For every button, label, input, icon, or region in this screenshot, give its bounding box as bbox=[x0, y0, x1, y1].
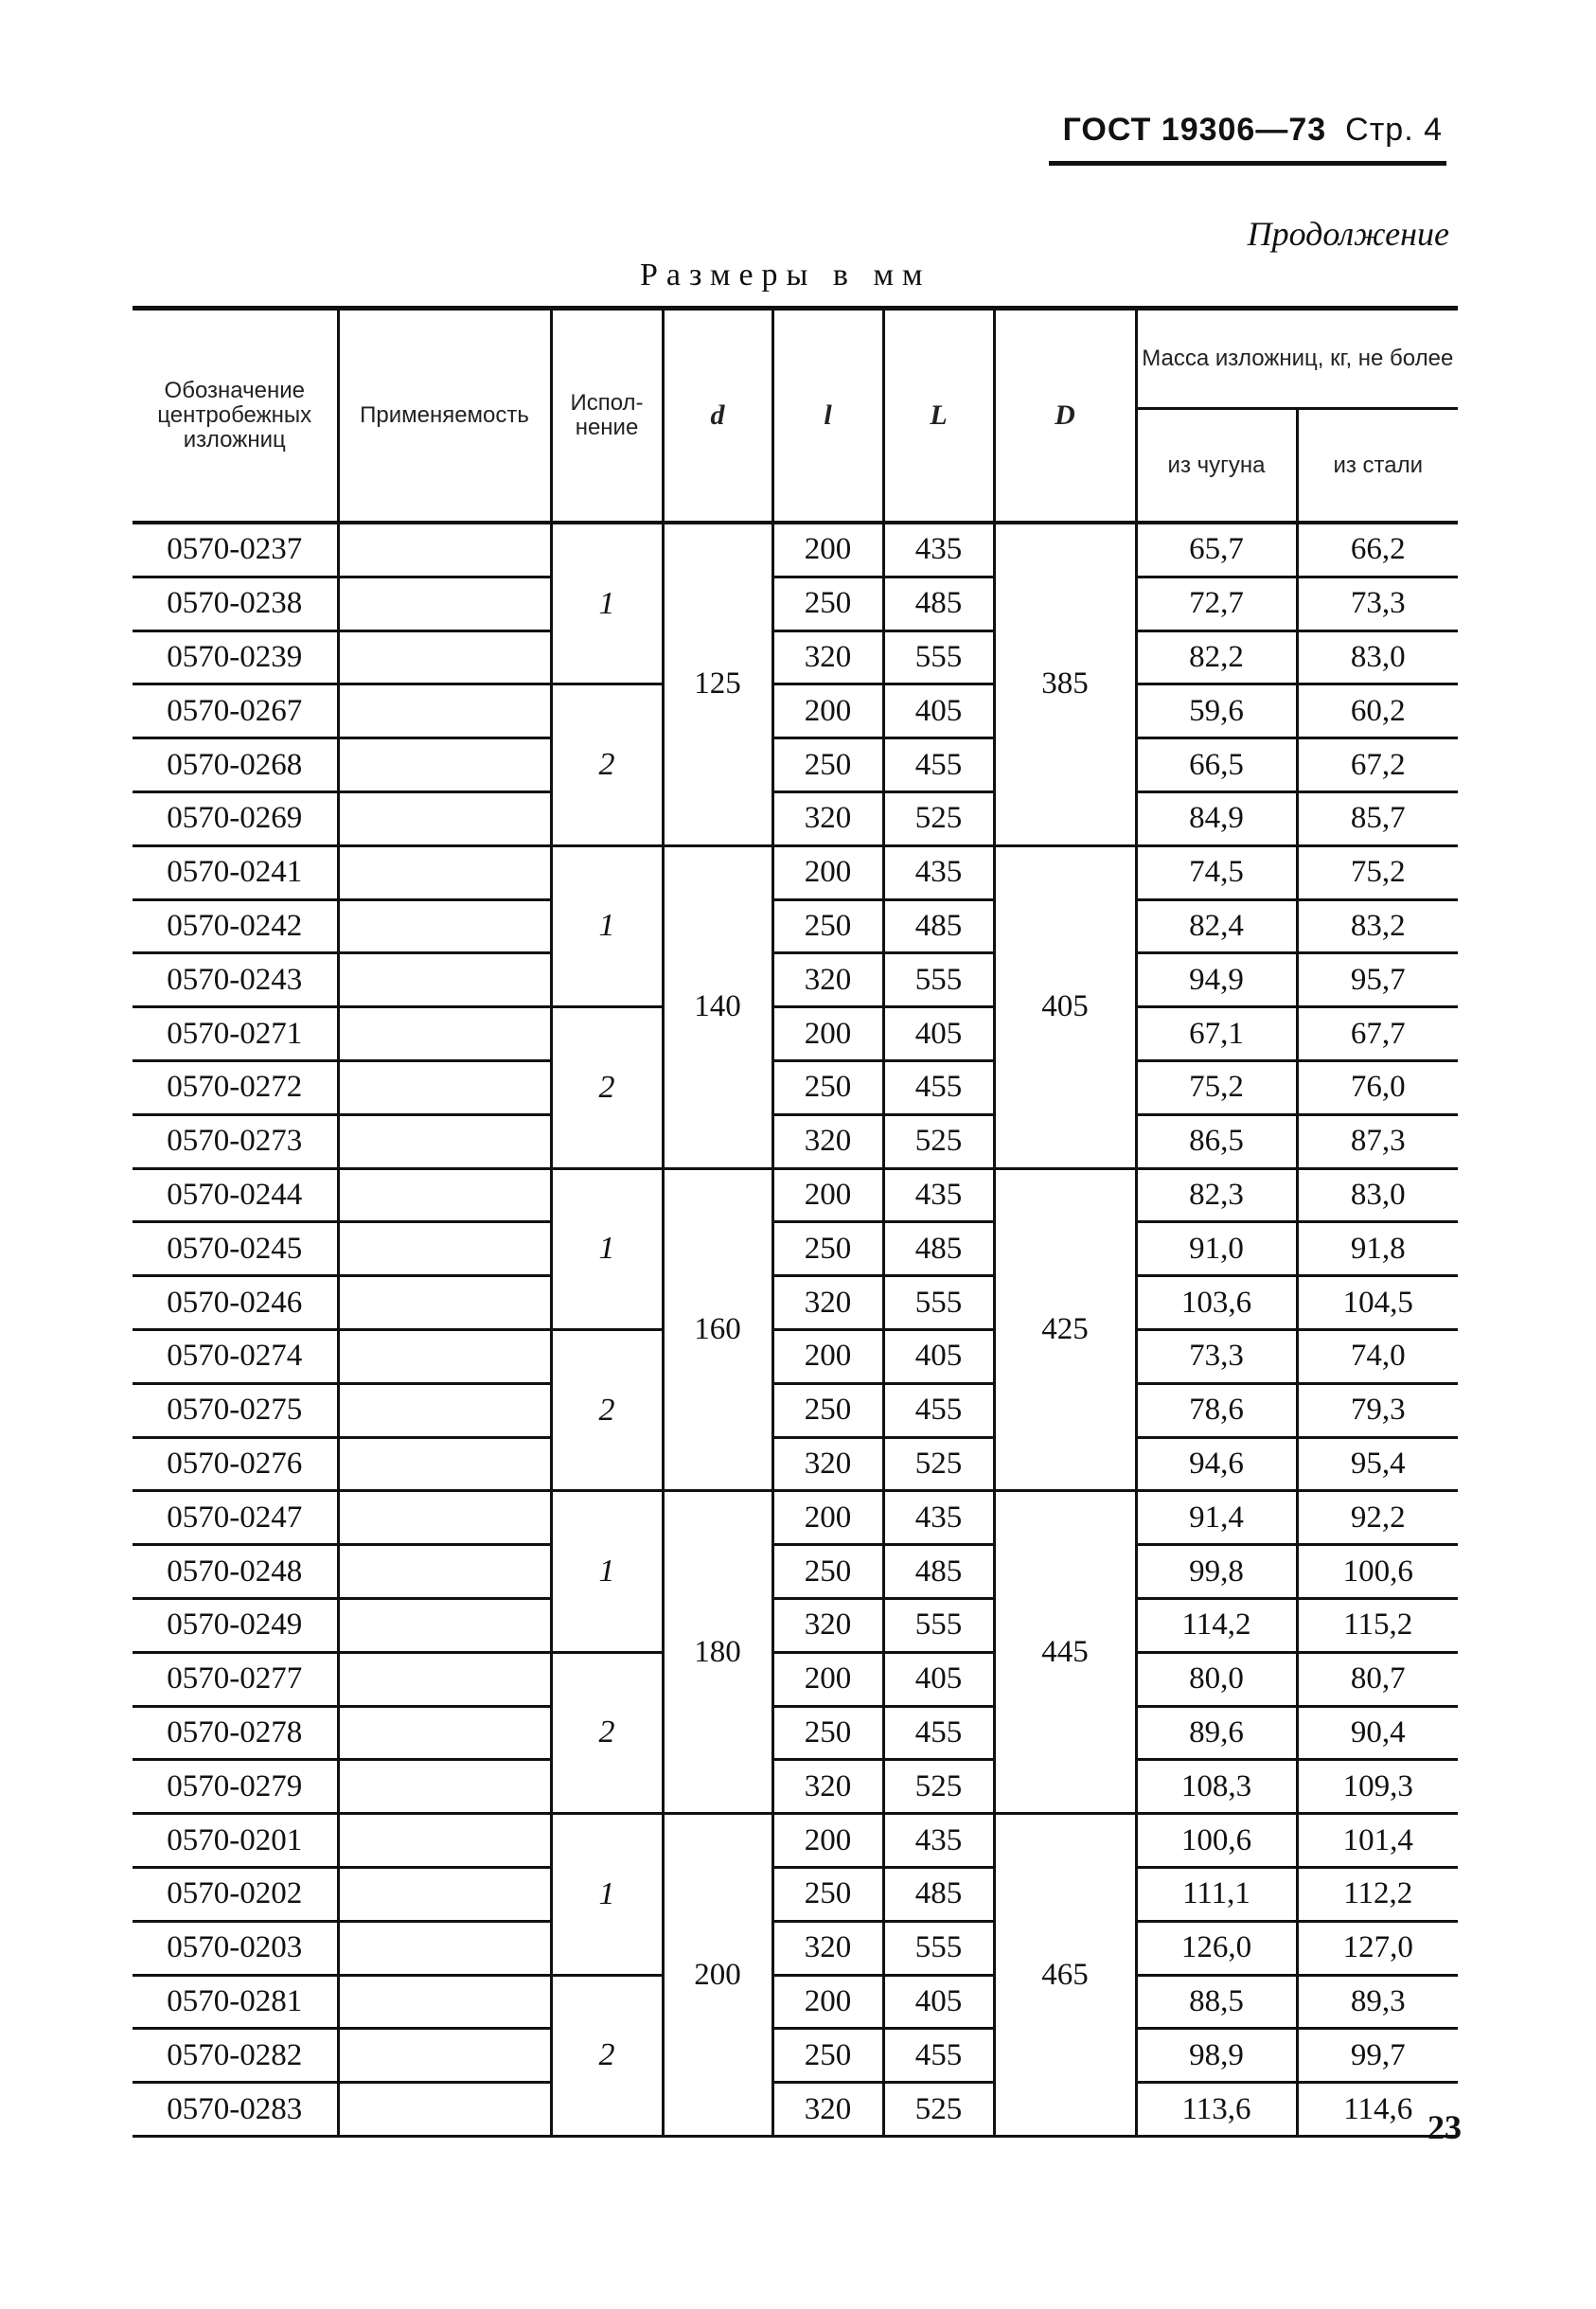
table-row bbox=[133, 1276, 1458, 1330]
l-cell: 250 bbox=[772, 1060, 883, 1114]
l-cell: 250 bbox=[772, 577, 883, 631]
col-version: Испол-нение bbox=[551, 309, 663, 524]
mass-iron-cell: 67,1 bbox=[1136, 1007, 1297, 1061]
designation-cell: 0570-0281 bbox=[133, 1975, 338, 2029]
header-rule bbox=[1049, 161, 1446, 166]
l-cell: 200 bbox=[772, 1814, 883, 1868]
mass-iron-cell: 59,6 bbox=[1136, 684, 1297, 738]
l-cell: 320 bbox=[772, 1598, 883, 1652]
mass-iron-cell: 78,6 bbox=[1136, 1383, 1297, 1437]
l-cell: 200 bbox=[772, 523, 883, 577]
mass-iron-cell: 111,1 bbox=[1136, 1867, 1297, 1921]
d-cell: 180 bbox=[663, 1491, 772, 1814]
mass-steel-cell: 95,4 bbox=[1297, 1437, 1458, 1491]
designation-cell: 0570-0274 bbox=[133, 1329, 338, 1383]
mass-iron-cell: 113,6 bbox=[1136, 2083, 1297, 2137]
designation-cell: 0570-0267 bbox=[133, 684, 338, 738]
mass-steel-cell: 80,7 bbox=[1297, 1652, 1458, 1706]
mass-steel-cell: 76,0 bbox=[1297, 1060, 1458, 1114]
applicability-cell bbox=[338, 2083, 551, 2137]
mass-iron-cell: 98,9 bbox=[1136, 2029, 1297, 2083]
mass-iron-cell: 99,8 bbox=[1136, 1545, 1297, 1599]
applicability-cell bbox=[338, 1222, 551, 1276]
l-cell: 250 bbox=[772, 2029, 883, 2083]
continuation-label: Продолжение bbox=[1247, 215, 1449, 253]
D-cell: 425 bbox=[994, 1168, 1136, 1491]
mass-steel-cell: 100,6 bbox=[1297, 1545, 1458, 1599]
mass-iron-cell: 88,5 bbox=[1136, 1975, 1297, 2029]
mass-steel-cell: 67,2 bbox=[1297, 738, 1458, 792]
l-cell: 200 bbox=[772, 1491, 883, 1545]
mass-iron-cell: 72,7 bbox=[1136, 577, 1297, 631]
designation-cell: 0570-0243 bbox=[133, 953, 338, 1007]
designation-cell: 0570-0237 bbox=[133, 523, 338, 577]
D-cell: 445 bbox=[994, 1491, 1136, 1814]
d-cell: 140 bbox=[663, 845, 772, 1168]
col-designation: Обозначение центробежных изложниц bbox=[133, 309, 338, 524]
L-cell: 485 bbox=[883, 899, 994, 953]
col-mass-iron: из чугуна bbox=[1136, 409, 1297, 523]
applicability-cell bbox=[338, 1329, 551, 1383]
mass-iron-cell: 114,2 bbox=[1136, 1598, 1297, 1652]
mass-steel-cell: 60,2 bbox=[1297, 684, 1458, 738]
table-row bbox=[133, 1760, 1458, 1814]
designation-cell: 0570-0268 bbox=[133, 738, 338, 792]
L-cell: 405 bbox=[883, 1007, 994, 1061]
page-label: Стр. 4 bbox=[1345, 112, 1443, 148]
version-cell: 2 bbox=[551, 684, 663, 845]
mass-iron-cell: 108,3 bbox=[1136, 1760, 1297, 1814]
mass-steel-cell: 66,2 bbox=[1297, 523, 1458, 577]
mass-steel-cell: 104,5 bbox=[1297, 1276, 1458, 1330]
l-cell: 250 bbox=[772, 1383, 883, 1437]
version-cell: 2 bbox=[551, 1652, 663, 1813]
mass-iron-cell: 94,6 bbox=[1136, 1437, 1297, 1491]
col-L: L bbox=[883, 309, 994, 524]
version-cell: 1 bbox=[551, 1168, 663, 1329]
applicability-cell bbox=[338, 1007, 551, 1061]
designation-cell: 0570-0276 bbox=[133, 1437, 338, 1491]
mass-steel-cell: 83,2 bbox=[1297, 899, 1458, 953]
mass-iron-cell: 82,4 bbox=[1136, 899, 1297, 953]
version-cell: 1 bbox=[551, 845, 663, 1006]
designation-cell: 0570-0247 bbox=[133, 1491, 338, 1545]
table-row bbox=[133, 631, 1458, 684]
table-row bbox=[133, 1706, 1458, 1760]
col-mass-group: Масса изложниц, кг, не более bbox=[1136, 309, 1458, 409]
mass-steel-cell: 87,3 bbox=[1297, 1114, 1458, 1168]
col-mass-steel: из стали bbox=[1297, 409, 1458, 523]
L-cell: 455 bbox=[883, 1383, 994, 1437]
L-cell: 435 bbox=[883, 523, 994, 577]
L-cell: 405 bbox=[883, 684, 994, 738]
table-row bbox=[133, 1007, 1458, 1061]
L-cell: 525 bbox=[883, 791, 994, 845]
l-cell: 200 bbox=[772, 1329, 883, 1383]
applicability-cell bbox=[338, 1276, 551, 1330]
designation-cell: 0570-0245 bbox=[133, 1222, 338, 1276]
L-cell: 435 bbox=[883, 1814, 994, 1868]
l-cell: 320 bbox=[772, 1760, 883, 1814]
applicability-cell bbox=[338, 899, 551, 953]
mass-steel-cell: 115,2 bbox=[1297, 1598, 1458, 1652]
table-row bbox=[133, 577, 1458, 631]
l-cell: 320 bbox=[772, 1921, 883, 1975]
mass-steel-cell: 114,6 bbox=[1297, 2083, 1458, 2137]
designation-cell: 0570-0249 bbox=[133, 1598, 338, 1652]
d-cell: 200 bbox=[663, 1814, 772, 2137]
mass-iron-cell: 66,5 bbox=[1136, 738, 1297, 792]
applicability-cell bbox=[338, 2029, 551, 2083]
table-row bbox=[133, 523, 1458, 577]
l-cell: 250 bbox=[772, 1706, 883, 1760]
mass-iron-cell: 89,6 bbox=[1136, 1706, 1297, 1760]
version-cell: 2 bbox=[551, 1975, 663, 2136]
mass-steel-cell: 79,3 bbox=[1297, 1383, 1458, 1437]
D-cell: 385 bbox=[994, 523, 1136, 845]
l-cell: 320 bbox=[772, 1114, 883, 1168]
mass-iron-cell: 91,4 bbox=[1136, 1491, 1297, 1545]
mass-steel-cell: 73,3 bbox=[1297, 577, 1458, 631]
applicability-cell bbox=[338, 684, 551, 738]
L-cell: 435 bbox=[883, 845, 994, 899]
designation-cell: 0570-0244 bbox=[133, 1168, 338, 1222]
L-cell: 525 bbox=[883, 1760, 994, 1814]
l-cell: 200 bbox=[772, 1652, 883, 1706]
l-cell: 200 bbox=[772, 1168, 883, 1222]
table-row bbox=[133, 1491, 1458, 1545]
col-l: l bbox=[772, 309, 883, 524]
table-row bbox=[133, 1867, 1458, 1921]
l-cell: 320 bbox=[772, 953, 883, 1007]
standard-code: ГОСТ 19306—73 bbox=[1062, 112, 1327, 148]
designation-cell: 0570-0283 bbox=[133, 2083, 338, 2137]
table-row bbox=[133, 1814, 1458, 1868]
L-cell: 455 bbox=[883, 1060, 994, 1114]
table-row bbox=[133, 899, 1458, 953]
molds-table bbox=[133, 306, 1458, 2138]
L-cell: 525 bbox=[883, 2083, 994, 2137]
L-cell: 555 bbox=[883, 631, 994, 684]
designation-cell: 0570-0239 bbox=[133, 631, 338, 684]
L-cell: 455 bbox=[883, 738, 994, 792]
mass-iron-cell: 103,6 bbox=[1136, 1276, 1297, 1330]
designation-cell: 0570-0278 bbox=[133, 1706, 338, 1760]
mass-iron-cell: 126,0 bbox=[1136, 1921, 1297, 1975]
applicability-cell bbox=[338, 1491, 551, 1545]
L-cell: 405 bbox=[883, 1329, 994, 1383]
mass-iron-cell: 73,3 bbox=[1136, 1329, 1297, 1383]
units-caption: Размеры в мм bbox=[640, 258, 931, 293]
page-number: 23 bbox=[1428, 2108, 1462, 2146]
designation-cell: 0570-0203 bbox=[133, 1921, 338, 1975]
table-body bbox=[133, 523, 1458, 2136]
table-row bbox=[133, 1383, 1458, 1437]
applicability-cell bbox=[338, 791, 551, 845]
table-row bbox=[133, 1060, 1458, 1114]
table-row bbox=[133, 2083, 1458, 2137]
applicability-cell bbox=[338, 1383, 551, 1437]
applicability-cell bbox=[338, 1975, 551, 2029]
l-cell: 320 bbox=[772, 2083, 883, 2137]
designation-cell: 0570-0279 bbox=[133, 1760, 338, 1814]
table-row bbox=[133, 1437, 1458, 1491]
L-cell: 405 bbox=[883, 1652, 994, 1706]
applicability-cell bbox=[338, 1760, 551, 1814]
col-applicability: Применяемость bbox=[338, 309, 551, 524]
designation-cell: 0570-0275 bbox=[133, 1383, 338, 1437]
applicability-cell bbox=[338, 845, 551, 899]
table-row bbox=[133, 845, 1458, 899]
version-cell: 2 bbox=[551, 1007, 663, 1168]
applicability-cell bbox=[338, 1114, 551, 1168]
designation-cell: 0570-0282 bbox=[133, 2029, 338, 2083]
mass-steel-cell: 75,2 bbox=[1297, 845, 1458, 899]
L-cell: 485 bbox=[883, 577, 994, 631]
version-cell: 1 bbox=[551, 1491, 663, 1652]
table-row bbox=[133, 1222, 1458, 1276]
l-cell: 250 bbox=[772, 738, 883, 792]
applicability-cell bbox=[338, 953, 551, 1007]
mass-iron-cell: 74,5 bbox=[1136, 845, 1297, 899]
designation-cell: 0570-0277 bbox=[133, 1652, 338, 1706]
L-cell: 405 bbox=[883, 1975, 994, 2029]
l-cell: 320 bbox=[772, 1437, 883, 1491]
L-cell: 555 bbox=[883, 953, 994, 1007]
D-cell: 405 bbox=[994, 845, 1136, 1168]
designation-cell: 0570-0238 bbox=[133, 577, 338, 631]
col-D: D bbox=[994, 309, 1136, 524]
applicability-cell bbox=[338, 1706, 551, 1760]
version-cell: 2 bbox=[551, 1329, 663, 1490]
designation-cell: 0570-0201 bbox=[133, 1814, 338, 1868]
table-row bbox=[133, 738, 1458, 792]
mass-iron-cell: 100,6 bbox=[1136, 1814, 1297, 1868]
l-cell: 250 bbox=[772, 1545, 883, 1599]
table-row bbox=[133, 1329, 1458, 1383]
applicability-cell bbox=[338, 1545, 551, 1599]
mass-iron-cell: 84,9 bbox=[1136, 791, 1297, 845]
applicability-cell bbox=[338, 523, 551, 577]
designation-cell: 0570-0246 bbox=[133, 1276, 338, 1330]
table-row bbox=[133, 953, 1458, 1007]
designation-cell: 0570-0202 bbox=[133, 1867, 338, 1921]
mass-steel-cell: 92,2 bbox=[1297, 1491, 1458, 1545]
col-d: d bbox=[663, 309, 772, 524]
applicability-cell bbox=[338, 1652, 551, 1706]
l-cell: 320 bbox=[772, 631, 883, 684]
D-cell: 465 bbox=[994, 1814, 1136, 2137]
d-cell: 160 bbox=[663, 1168, 772, 1491]
applicability-cell bbox=[338, 738, 551, 792]
applicability-cell bbox=[338, 1060, 551, 1114]
mass-iron-cell: 91,0 bbox=[1136, 1222, 1297, 1276]
mass-steel-cell: 91,8 bbox=[1297, 1222, 1458, 1276]
designation-cell: 0570-0269 bbox=[133, 791, 338, 845]
l-cell: 200 bbox=[772, 1975, 883, 2029]
applicability-cell bbox=[338, 1437, 551, 1491]
applicability-cell bbox=[338, 1921, 551, 1975]
mass-steel-cell: 90,4 bbox=[1297, 1706, 1458, 1760]
designation-cell: 0570-0271 bbox=[133, 1007, 338, 1061]
mass-iron-cell: 75,2 bbox=[1136, 1060, 1297, 1114]
L-cell: 525 bbox=[883, 1114, 994, 1168]
table-row bbox=[133, 2029, 1458, 2083]
mass-iron-cell: 82,2 bbox=[1136, 631, 1297, 684]
table-row bbox=[133, 684, 1458, 738]
designation-cell: 0570-0242 bbox=[133, 899, 338, 953]
mass-iron-cell: 65,7 bbox=[1136, 523, 1297, 577]
mass-steel-cell: 101,4 bbox=[1297, 1814, 1458, 1868]
mass-steel-cell: 95,7 bbox=[1297, 953, 1458, 1007]
applicability-cell bbox=[338, 1814, 551, 1868]
table-row bbox=[133, 1921, 1458, 1975]
mass-steel-cell: 83,0 bbox=[1297, 1168, 1458, 1222]
l-cell: 320 bbox=[772, 1276, 883, 1330]
L-cell: 435 bbox=[883, 1168, 994, 1222]
L-cell: 555 bbox=[883, 1921, 994, 1975]
mass-iron-cell: 86,5 bbox=[1136, 1114, 1297, 1168]
d-cell: 125 bbox=[663, 523, 772, 845]
mass-steel-cell: 127,0 bbox=[1297, 1921, 1458, 1975]
mass-steel-cell: 112,2 bbox=[1297, 1867, 1458, 1921]
l-cell: 320 bbox=[772, 791, 883, 845]
L-cell: 485 bbox=[883, 1867, 994, 1921]
mass-steel-cell: 67,7 bbox=[1297, 1007, 1458, 1061]
applicability-cell bbox=[338, 631, 551, 684]
table-row bbox=[133, 791, 1458, 845]
L-cell: 555 bbox=[883, 1598, 994, 1652]
document-header bbox=[1063, 112, 1443, 149]
mass-steel-cell: 99,7 bbox=[1297, 2029, 1458, 2083]
l-cell: 250 bbox=[772, 1222, 883, 1276]
l-cell: 200 bbox=[772, 1007, 883, 1061]
mass-iron-cell: 94,9 bbox=[1136, 953, 1297, 1007]
table-row bbox=[133, 1975, 1458, 2029]
mass-steel-cell: 83,0 bbox=[1297, 631, 1458, 684]
mass-steel-cell: 74,0 bbox=[1297, 1329, 1458, 1383]
table-row bbox=[133, 1545, 1458, 1599]
applicability-cell bbox=[338, 1598, 551, 1652]
designation-cell: 0570-0241 bbox=[133, 845, 338, 899]
designation-cell: 0570-0248 bbox=[133, 1545, 338, 1599]
mass-iron-cell: 82,3 bbox=[1136, 1168, 1297, 1222]
table-row bbox=[133, 1652, 1458, 1706]
l-cell: 250 bbox=[772, 1867, 883, 1921]
applicability-cell bbox=[338, 1867, 551, 1921]
applicability-cell bbox=[338, 577, 551, 631]
applicability-cell bbox=[338, 1168, 551, 1222]
L-cell: 455 bbox=[883, 2029, 994, 2083]
designation-cell: 0570-0273 bbox=[133, 1114, 338, 1168]
version-cell: 1 bbox=[551, 1814, 663, 1975]
L-cell: 435 bbox=[883, 1491, 994, 1545]
table-row bbox=[133, 1114, 1458, 1168]
l-cell: 200 bbox=[772, 684, 883, 738]
L-cell: 525 bbox=[883, 1437, 994, 1491]
table-row bbox=[133, 1598, 1458, 1652]
L-cell: 485 bbox=[883, 1545, 994, 1599]
mass-steel-cell: 89,3 bbox=[1297, 1975, 1458, 2029]
mass-iron-cell: 80,0 bbox=[1136, 1652, 1297, 1706]
l-cell: 250 bbox=[772, 899, 883, 953]
l-cell: 200 bbox=[772, 845, 883, 899]
mass-steel-cell: 85,7 bbox=[1297, 791, 1458, 845]
L-cell: 485 bbox=[883, 1222, 994, 1276]
version-cell: 1 bbox=[551, 523, 663, 684]
mass-steel-cell: 109,3 bbox=[1297, 1760, 1458, 1814]
L-cell: 555 bbox=[883, 1276, 994, 1330]
designation-cell: 0570-0272 bbox=[133, 1060, 338, 1114]
L-cell: 455 bbox=[883, 1706, 994, 1760]
table-row bbox=[133, 1168, 1458, 1222]
